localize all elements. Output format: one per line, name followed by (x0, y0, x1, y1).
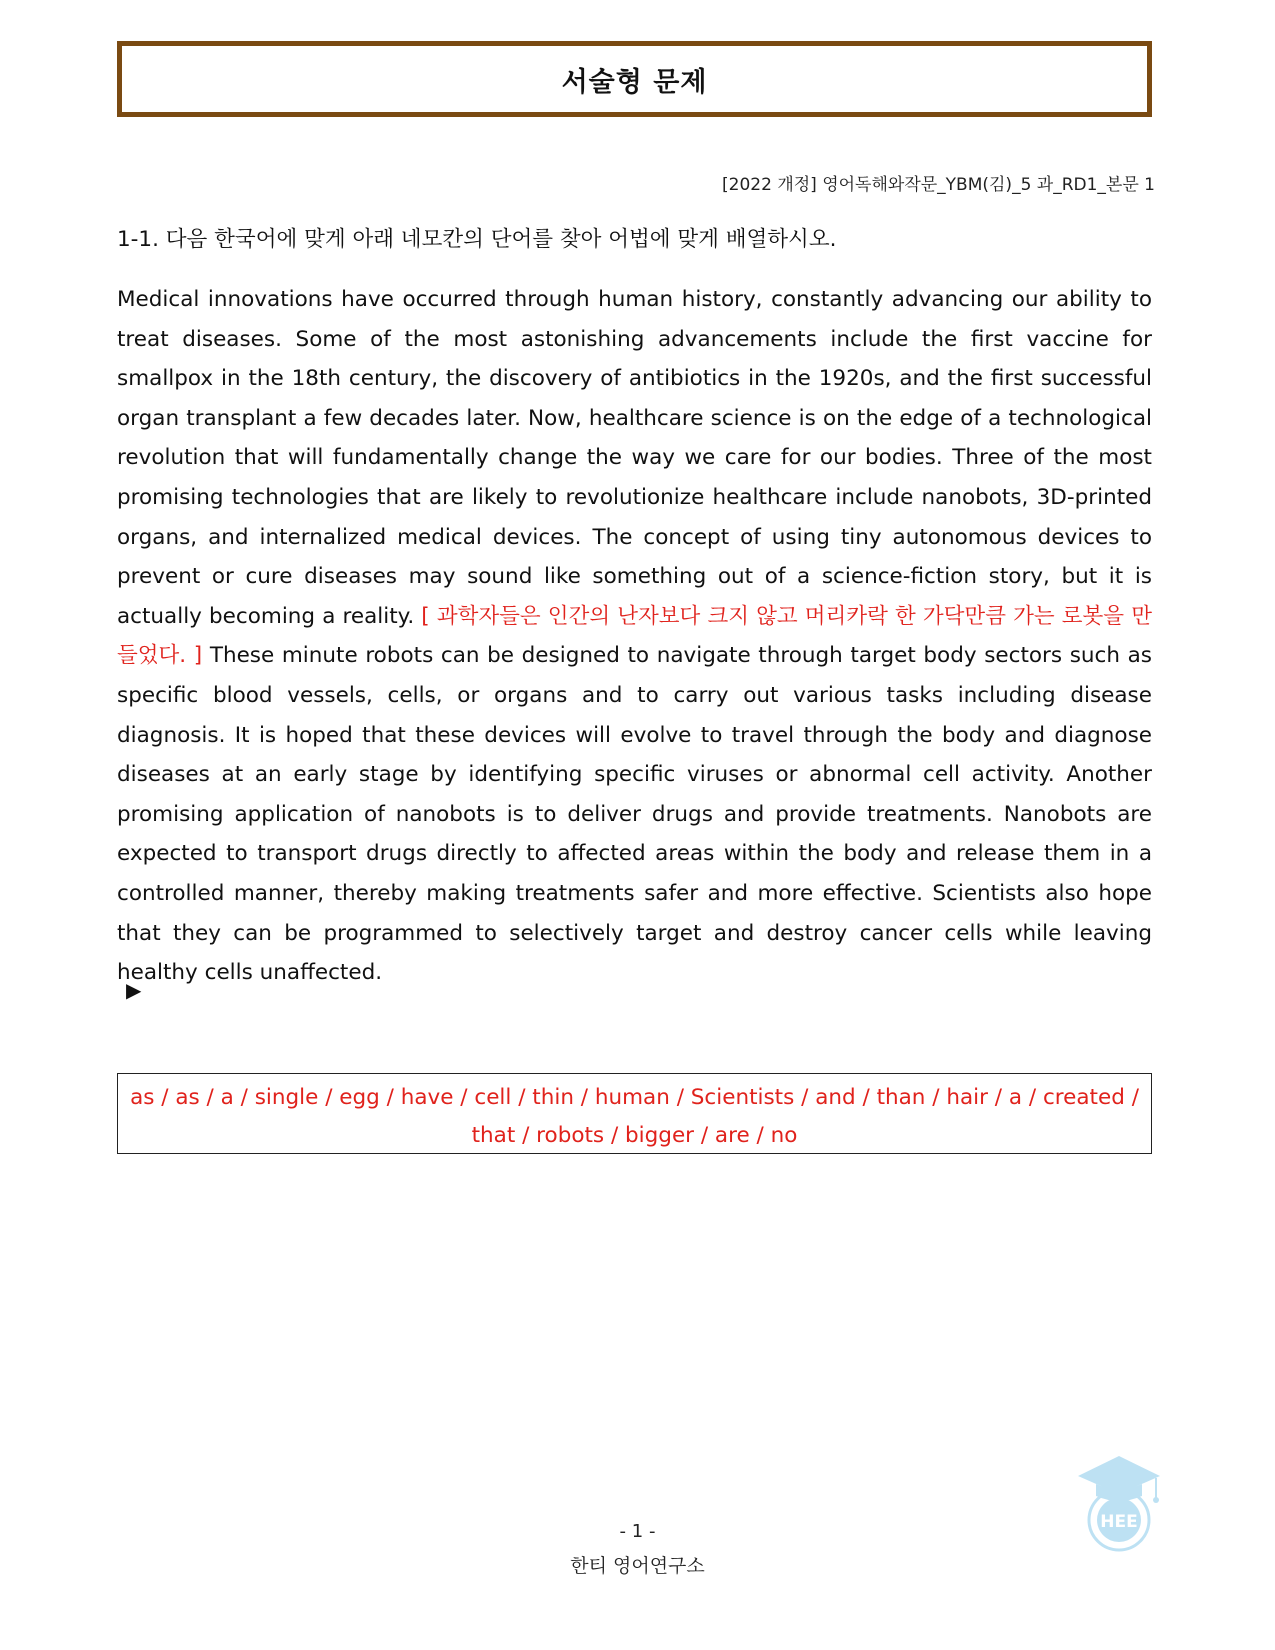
page-title: 서술형 문제 (561, 66, 708, 98)
page-number: - 1 - (619, 1521, 656, 1542)
passage-highlight: [ 과학자들은 인간의 난자보다 크지 않고 머리카락 한 가닥만큼 가는 로봇을 만들었다. ] (117, 603, 1152, 669)
passage-after: These minute robots can be designed to navigate through target body sectors such as specific blood vessels, cells, or organs and to carry out various tasks including disease diagnosis. It is hoped that these devices will evolve to travel through the body and diagnose diseases at an early stage by identifying specific viruses or abnormal cell activity. Another promising application of nanobots is to deliver drugs and provide treatments. Nanobots are expected to transport drugs directly to affected areas within the body and release them in a controlled manner, thereby making treatments safer and more effective. Scientists also hope that they can be programmed to selectively target and destroy cancer cells while leaving healthy cells unaffected. (117, 643, 1152, 986)
footer-organization: 한티 영어연구소 (570, 1555, 705, 1577)
passage-before: Medical innovations have occurred through human history, constantly advancing our ability to treat diseases. Some of the most astonishing advancements include the first vaccine for smallpox in the 18th century, the discovery of antibiotics in the 1920s, and the first successful organ transplant a few decades later. Now, healthcare science is on the edge of a technological revolution that will fundamentally change the way we care for our bodies. Three of the most promising technologies that are likely to revolutionize healthcare include nanobots, 3D-printed organs, and internalized medical devices. The concept of using tiny autonomous devices to prevent or cure diseases may sound like something out of a science-fiction story, but it is actually becoming a reality. (117, 287, 1152, 629)
word-bank-box (117, 1073, 1152, 1154)
title-box (117, 41, 1152, 117)
logo-text: HEE (1100, 1512, 1138, 1532)
word-bank-words: as / as / a / single / egg / have / cell / thin / human / Scientists / and / than / hair / a / created / that / robots / bigger / are / no (130, 1085, 1139, 1148)
passage-text (117, 280, 1152, 993)
source-reference: [2022 개정] 영어독해와작문_YBM(김)_5 과_RD1_본문 1 (722, 175, 1155, 195)
graduation-cap-logo-icon (1076, 1452, 1162, 1552)
answer-marker-icon: ▶ (126, 978, 142, 1002)
question-prompt: 1-1. 다음 한국어에 맞게 아래 네모칸의 단어를 찾아 어법에 맞게 배열하시오. (117, 227, 837, 252)
